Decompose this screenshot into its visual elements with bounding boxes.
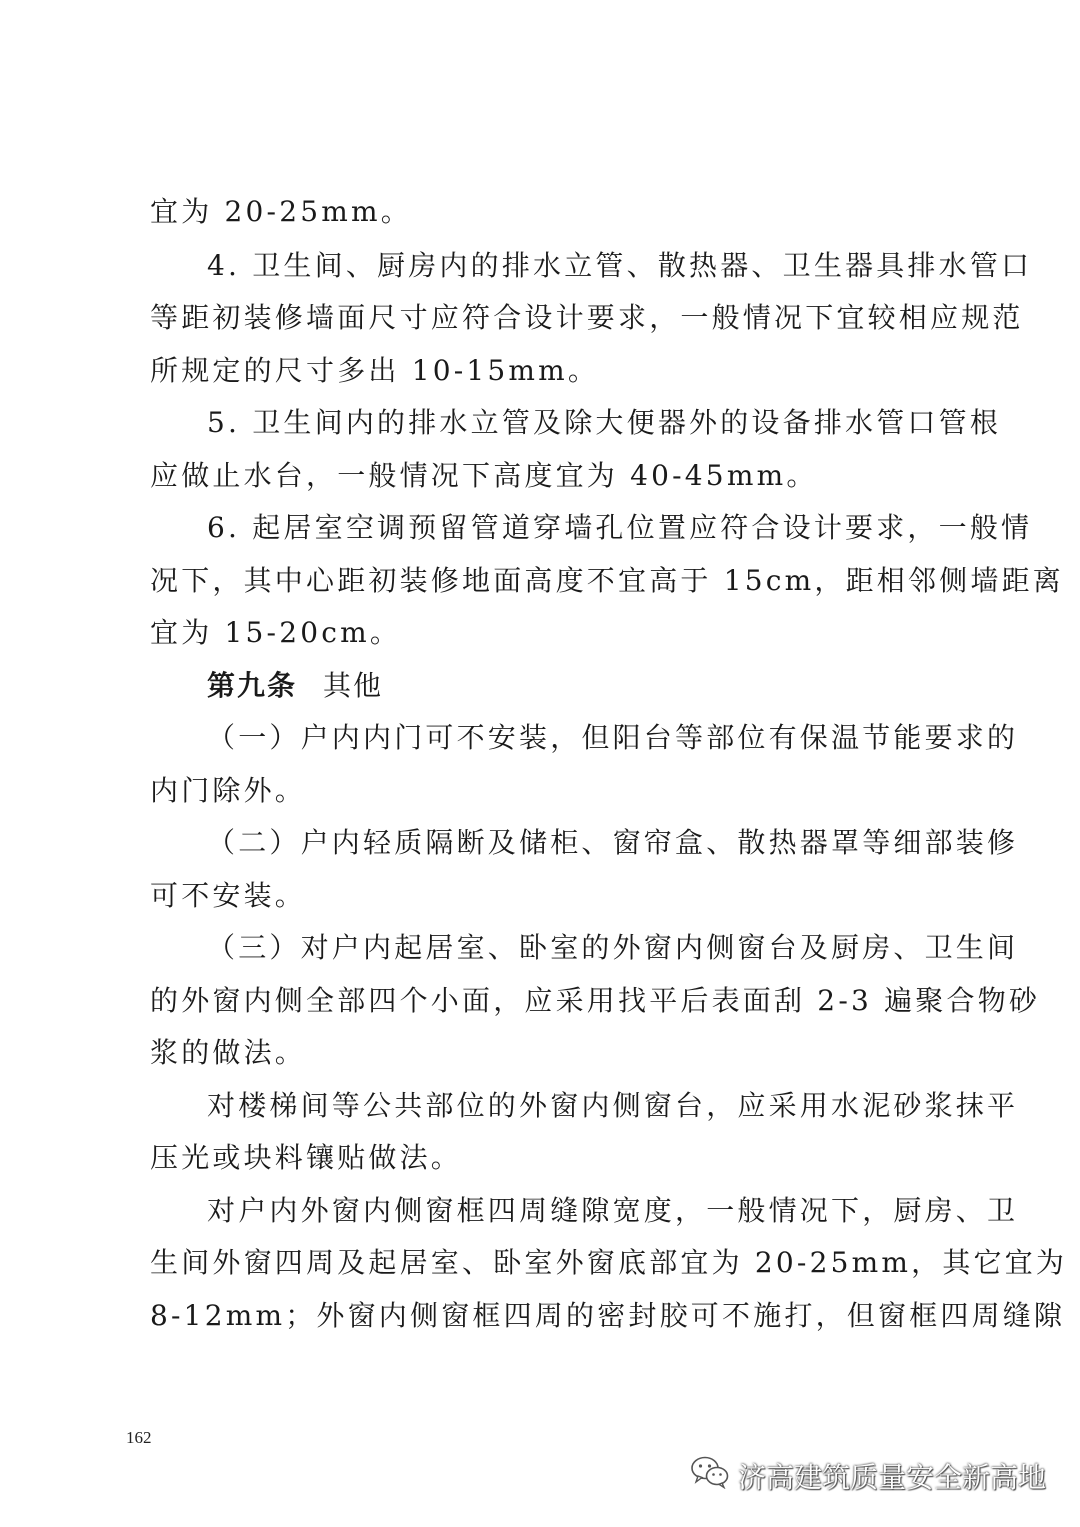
text-line: 况下，其中心距初装修地面高度不宜高于 15cm，距相邻侧墙距离 bbox=[150, 564, 1064, 597]
text-line: 压光或块料镶贴做法。 bbox=[150, 1141, 463, 1174]
text-line: 可不安装。 bbox=[150, 879, 307, 912]
text-line: （一）户内内门可不安装，但阳台等部位有保温节能要求的 bbox=[207, 721, 1019, 754]
watermark-text: 济高建筑质量安全新高地 bbox=[737, 1460, 1046, 1494]
text-line: 浆的做法。 bbox=[150, 1036, 307, 1069]
wechat-icon bbox=[690, 1455, 730, 1496]
text-line: 6. 起居室空调预留管道穿墙孔位置应符合设计要求，一般情 bbox=[207, 511, 1033, 544]
page-number: 162 bbox=[126, 1428, 152, 1447]
text-line: 宜为 20-25mm。 bbox=[150, 195, 412, 228]
text-line: 8-12mm；外窗内侧窗框四周的密封胶可不施打，但窗框四周缝隙 bbox=[150, 1299, 1066, 1332]
article-title: 其他 bbox=[323, 669, 384, 702]
text-line: 生间外窗四周及起居室、卧室外窗底部宜为 20-25mm，其它宜为 bbox=[150, 1246, 1068, 1279]
text-line: 应做止水台，一般情况下高度宜为 40-45mm。 bbox=[150, 459, 818, 492]
article-heading bbox=[207, 660, 383, 712]
text-line: （三）对户内起居室、卧室的外窗内侧窗台及厨房、卫生间 bbox=[207, 931, 1019, 964]
text-line: 的外窗内侧全部四个小面，应采用找平后表面刮 2-3 遍聚合物砂 bbox=[150, 984, 1041, 1017]
text-line: 等距初装修墙面尺寸应符合设计要求，一般情况下宜较相应规范 bbox=[150, 301, 1024, 334]
text-line: 4. 卫生间、厨房内的排水立管、散热器、卫生器具排水管口 bbox=[207, 249, 1033, 282]
article-number: 第九条 bbox=[207, 669, 298, 702]
text-line: 宜为 15-20cm。 bbox=[150, 616, 402, 649]
watermark bbox=[690, 1455, 1046, 1496]
text-line: （二）户内轻质隔断及储柜、窗帘盒、散热器罩等细部装修 bbox=[207, 826, 1019, 859]
text-line: 对楼梯间等公共部位的外窗内侧窗台，应采用水泥砂浆抹平 bbox=[207, 1089, 1019, 1122]
text-line: 5. 卫生间内的排水立管及除大便器外的设备排水管口管根 bbox=[207, 406, 1002, 439]
text-line: 对户内外窗内侧窗框四周缝隙宽度，一般情况下，厨房、卫 bbox=[207, 1194, 1019, 1227]
text-line: 内门除外。 bbox=[150, 774, 307, 807]
text-line: 所规定的尺寸多出 10-15mm。 bbox=[150, 354, 600, 387]
